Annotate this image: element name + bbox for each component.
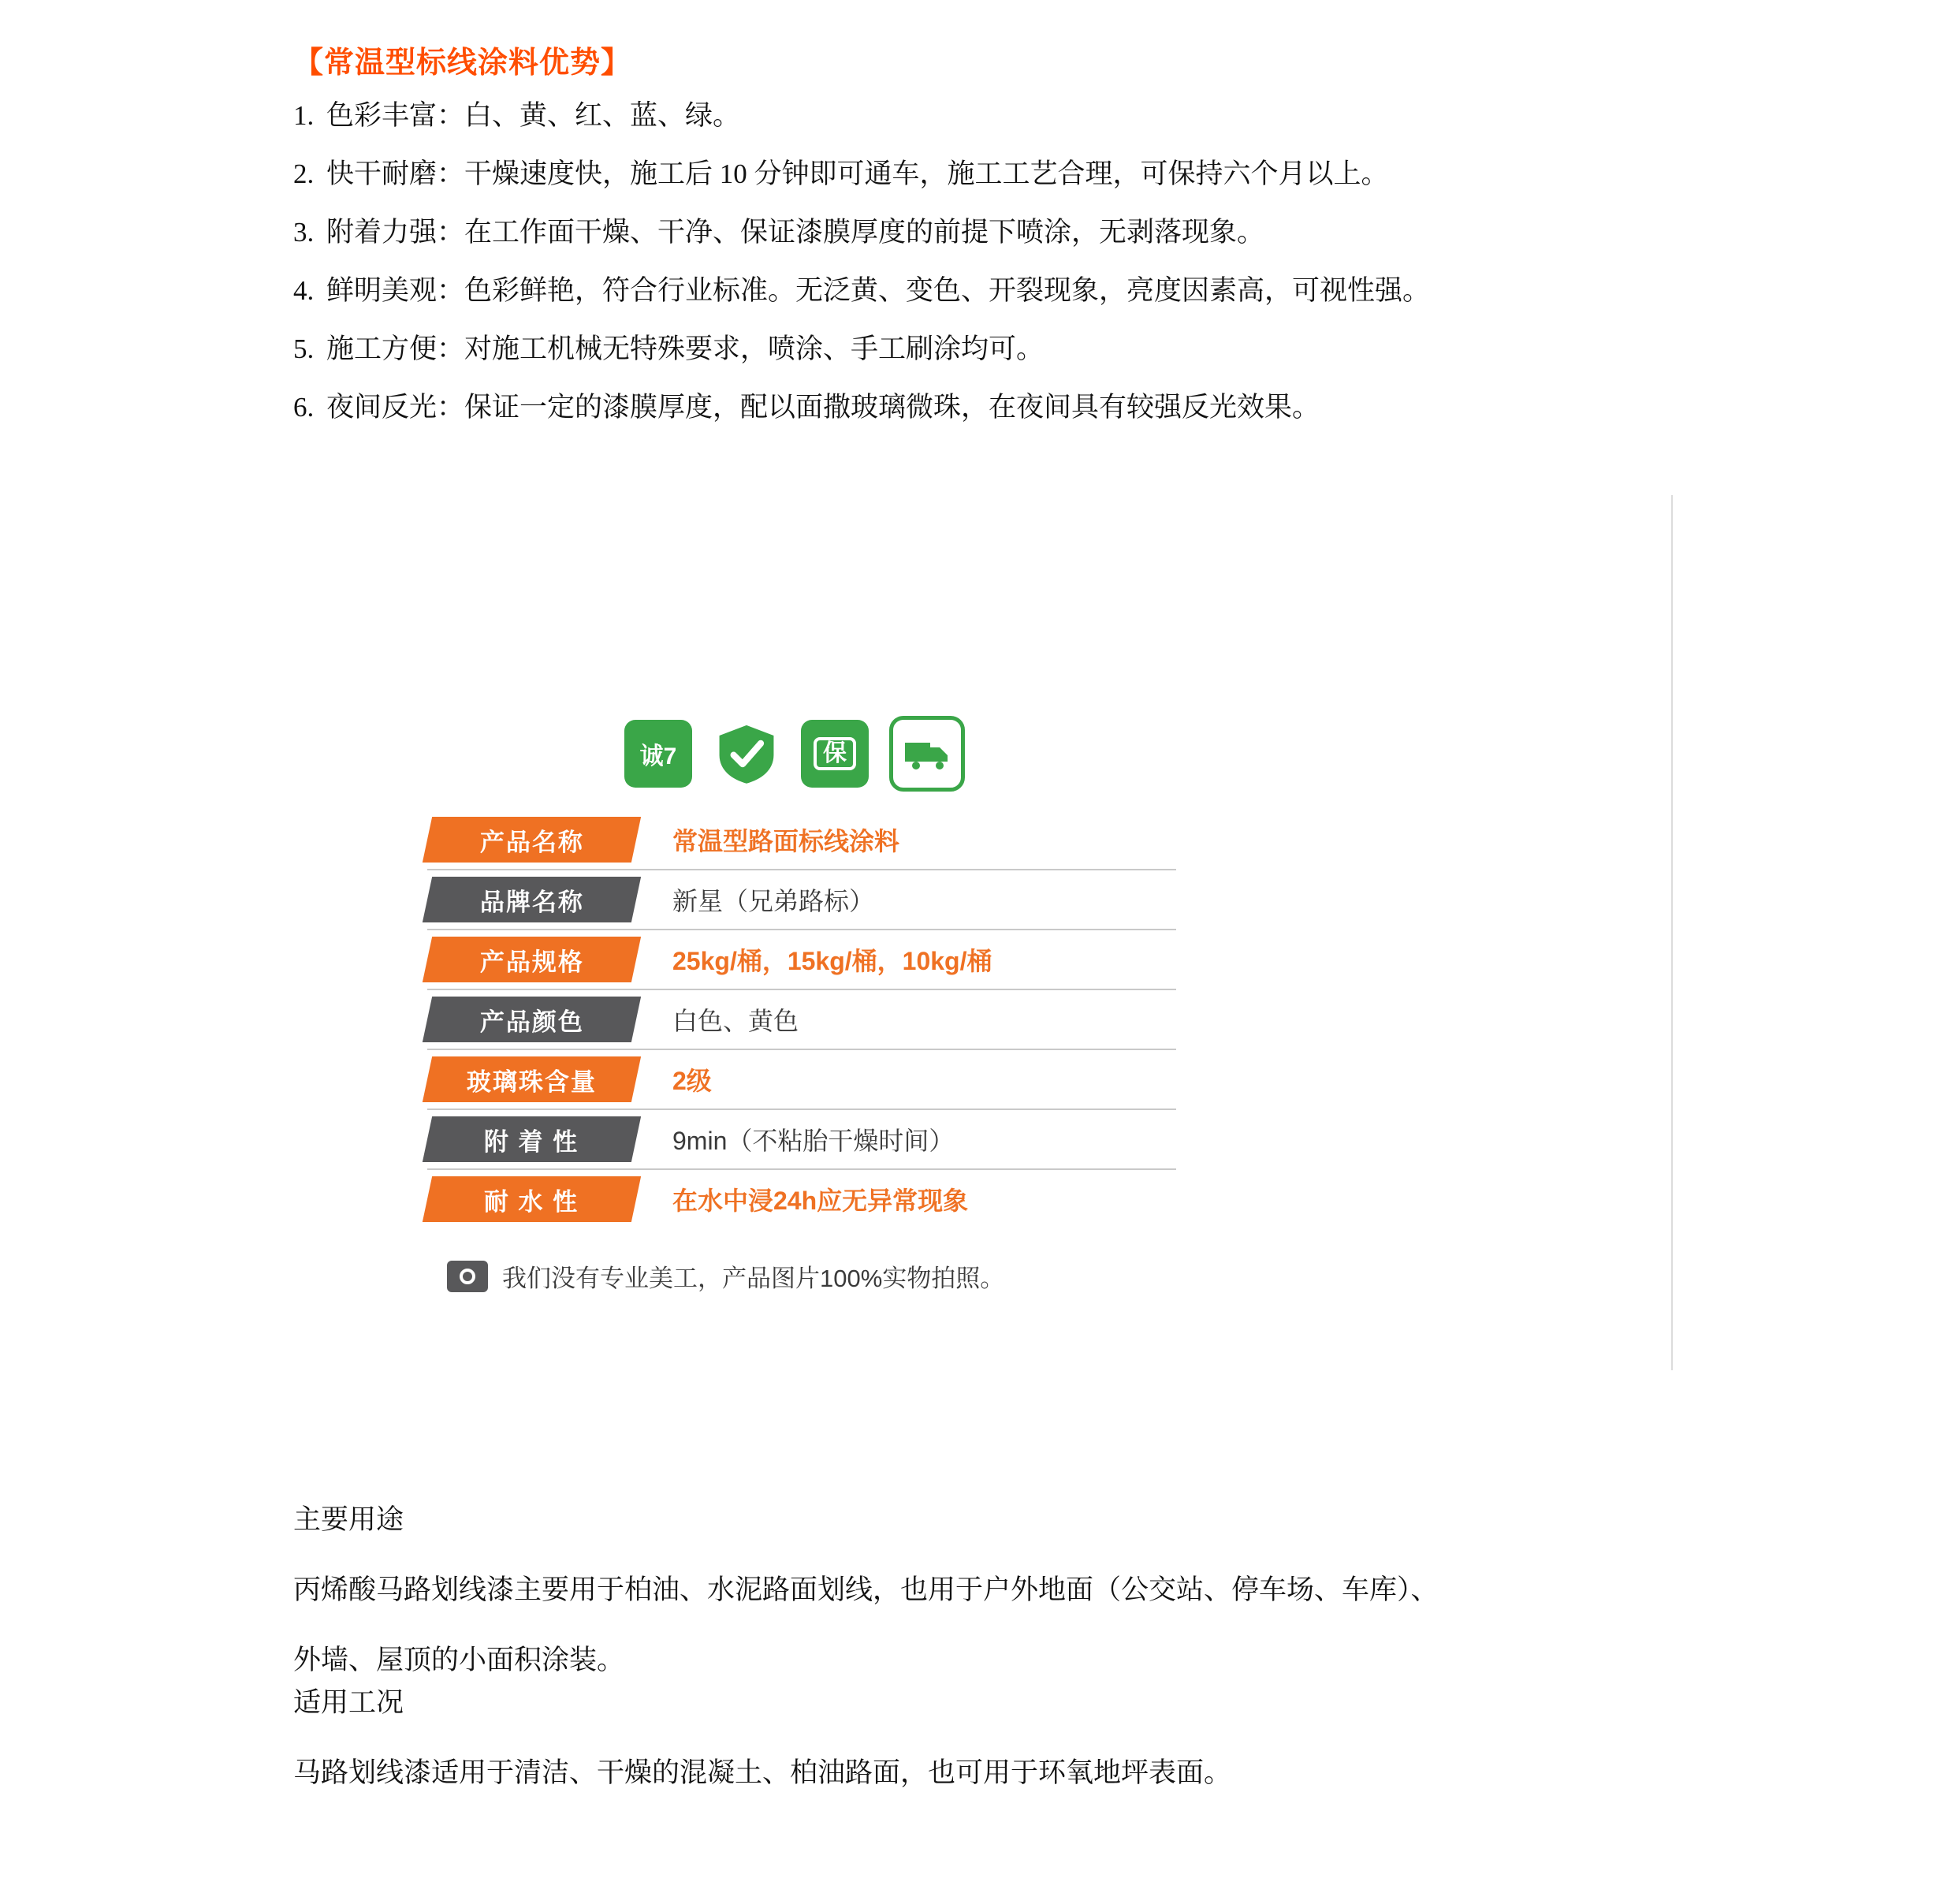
advantage-label: 色彩丰富： bbox=[326, 100, 465, 131]
advantage-item bbox=[293, 218, 1696, 246]
advantage-text: 对施工机械无特殊要求，喷涂、手工刷涂均可。 bbox=[464, 333, 1045, 364]
advantage-label: 快干耐磨： bbox=[326, 158, 465, 189]
advantage-label: 鲜明美观： bbox=[326, 275, 465, 306]
advantage-number: 1. bbox=[293, 100, 315, 131]
advantage-number: 6. bbox=[293, 392, 315, 423]
usage-text-line2: 外墙、屋顶的小面积涂装。 bbox=[293, 1644, 625, 1675]
advantages-list bbox=[293, 102, 1696, 421]
spec-key-label: 产品颜色 bbox=[479, 1008, 584, 1036]
spec-row bbox=[427, 870, 1176, 930]
spec-key bbox=[423, 877, 641, 922]
advantage-item bbox=[293, 393, 1696, 421]
spec-value: 25kg/桶，15kg/桶，10kg/桶 bbox=[672, 947, 992, 975]
spec-table bbox=[427, 810, 1176, 1228]
usage-section bbox=[293, 1506, 1791, 1829]
guarantee-badge bbox=[801, 720, 869, 788]
condition-text: 马路划线漆适用于清洁、干燥的混凝土、柏油路面，也可用于环氧地坪表面。 bbox=[293, 1757, 1232, 1788]
spec-key-label: 玻璃珠含量 bbox=[467, 1068, 597, 1096]
advantages-title: 【常温型标线涂料优势】 bbox=[293, 47, 632, 80]
spec-key bbox=[423, 937, 641, 982]
advantage-label: 附着力强： bbox=[326, 217, 465, 248]
photo-note-text: 我们没有专业美工，产品图片100%实物拍照。 bbox=[502, 1265, 1005, 1292]
spec-row bbox=[427, 1050, 1176, 1110]
spec-row bbox=[427, 1170, 1176, 1228]
advantage-text: 保证一定的漆膜厚度，配以面撒玻璃微珠，在夜间具有较强反光效果。 bbox=[464, 392, 1320, 423]
advantage-item bbox=[293, 102, 1696, 129]
condition-heading: 适用工况 bbox=[293, 1687, 404, 1719]
trust-badges bbox=[624, 716, 965, 792]
advantage-label: 施工方便： bbox=[326, 333, 465, 364]
spec-value: 新星（兄弟路标） bbox=[672, 887, 875, 915]
usage-heading: 主要用途 bbox=[293, 1504, 404, 1535]
spec-key bbox=[423, 817, 641, 863]
spec-key-label: 产品规格 bbox=[479, 948, 584, 976]
integrity-badge bbox=[624, 720, 692, 788]
spec-value: 9min（不粘胎干燥时间） bbox=[672, 1127, 955, 1155]
advantage-text: 白、黄、红、蓝、绿。 bbox=[464, 100, 741, 131]
advantage-label: 夜间反光： bbox=[326, 392, 465, 423]
fast-delivery-badge bbox=[889, 716, 965, 792]
spec-key bbox=[423, 1056, 641, 1102]
advantages-section bbox=[293, 38, 1696, 452]
spec-key bbox=[423, 997, 641, 1042]
advantage-item bbox=[293, 277, 1696, 304]
advantage-number: 5. bbox=[293, 333, 315, 364]
advantage-number: 2. bbox=[293, 158, 315, 189]
advantage-text: 干燥速度快，施工后 10 分钟即可通车，施工工艺合理，可保持六个月以上。 bbox=[464, 158, 1389, 189]
advantage-number: 3. bbox=[293, 217, 315, 248]
figure-divider bbox=[1671, 495, 1673, 1370]
photo-note bbox=[447, 1258, 1004, 1294]
usage-text-line1: 丙烯酸马路划线漆主要用于柏油、水泥路面划线，也用于户外地面（公交站、停车场、车库）、 bbox=[293, 1574, 1439, 1605]
spec-key-label: 产品名称 bbox=[479, 828, 584, 856]
verified-shield-badge bbox=[713, 720, 780, 788]
advantage-text: 在工作面干燥、干净、保证漆膜厚度的前提下喷涂，无剥落现象。 bbox=[464, 217, 1265, 248]
advantage-number: 4. bbox=[293, 275, 315, 306]
spec-row bbox=[427, 930, 1176, 990]
spec-card bbox=[309, 495, 1255, 1370]
spec-key-label: 耐 水 性 bbox=[484, 1187, 579, 1216]
spec-row bbox=[427, 1110, 1176, 1170]
spec-key bbox=[423, 1176, 641, 1222]
spec-key bbox=[423, 1116, 641, 1162]
integrity-badge-label: 诚7 bbox=[639, 743, 677, 769]
spec-value: 常温型路面标线涂料 bbox=[672, 827, 900, 855]
camera-icon bbox=[447, 1261, 488, 1292]
guarantee-badge-label: 保 bbox=[814, 737, 856, 770]
product-spec-figure bbox=[293, 495, 1681, 1394]
spec-value: 2级 bbox=[672, 1067, 712, 1095]
advantage-item bbox=[293, 335, 1696, 363]
spec-key-label: 品牌名称 bbox=[479, 888, 584, 916]
spec-row bbox=[427, 810, 1176, 870]
spec-value: 白色、黄色 bbox=[672, 1007, 799, 1035]
spec-key-label: 附 着 性 bbox=[484, 1127, 579, 1156]
spec-value: 在水中浸24h应无异常现象 bbox=[672, 1187, 969, 1215]
advantage-text: 色彩鲜艳，符合行业标准。无泛黄、变色、开裂现象，亮度因素高，可视性强。 bbox=[464, 275, 1431, 306]
spec-row bbox=[427, 990, 1176, 1050]
advantage-item bbox=[293, 160, 1696, 188]
